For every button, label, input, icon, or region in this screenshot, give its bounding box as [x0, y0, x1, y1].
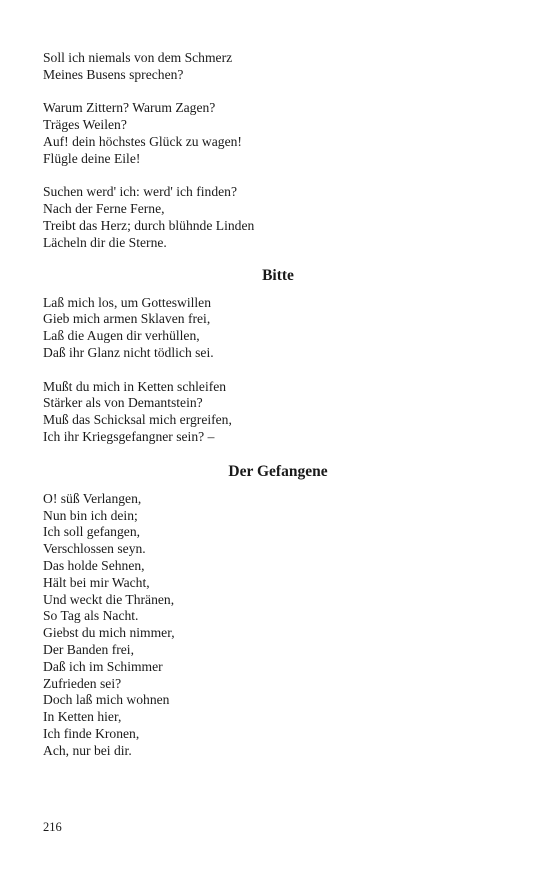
poem-line: Ich finde Kronen,: [43, 725, 140, 741]
poem-line: Treibt das Herz; durch blühnde Linden: [43, 217, 255, 233]
poem-line: Hält bei mir Wacht,: [43, 574, 150, 590]
poem-line: Meines Busens sprechen?: [43, 66, 184, 82]
stanza: [43, 100, 513, 167]
poem-line: Nun bin ich dein;: [43, 507, 138, 523]
stanza: [43, 50, 513, 84]
poem-line: Ich soll gefangen,: [43, 524, 141, 540]
poem-line: Warum Zittern? Warum Zagen?: [43, 100, 216, 116]
poem-line: Giebst du mich nimmer,: [43, 625, 175, 641]
poem-line: Daß ihr Glanz nicht tödlich sei.: [43, 344, 214, 360]
stanza: [43, 491, 513, 760]
poem-line: Zufrieden sei?: [43, 675, 122, 691]
poem-line: Ach, nur bei dir.: [43, 742, 132, 758]
poem-line: In Ketten hier,: [43, 709, 122, 725]
poem-line: Flügle deine Eile!: [43, 150, 141, 166]
poem-line: Soll ich niemals von dem Schmerz: [43, 50, 233, 65]
page-content: [43, 50, 513, 759]
poem-line: Der Banden frei,: [43, 641, 134, 657]
poem-line: Das holde Sehnen,: [43, 557, 145, 573]
poem-line: Doch laß mich wohnen: [43, 692, 170, 708]
poem-line: So Tag als Nacht.: [43, 608, 139, 624]
poem-title: Der Gefangene: [228, 462, 328, 480]
poem-line: Muß das Schicksal mich ergreifen,: [43, 412, 232, 428]
poem-line: Nach der Ferne Ferne,: [43, 201, 165, 217]
poem-line: Auf! dein höchstes Glück zu wagen!: [43, 133, 242, 149]
poem-line: Laß mich los, um Gotteswillen: [43, 294, 212, 310]
poem-line: Gieb mich armen Sklaven frei,: [43, 311, 211, 327]
page-number: 216: [43, 820, 62, 834]
poem-line: Verschlossen seyn.: [43, 541, 146, 557]
poem-line: Lächeln dir die Sterne.: [43, 234, 167, 250]
stanza: [43, 295, 513, 362]
stanza: [43, 379, 513, 446]
poem-line: Suchen werd' ich: werd' ich finden?: [43, 184, 238, 200]
poem-title: Bitte: [262, 266, 294, 284]
stanza: [43, 184, 513, 251]
poem-line: Daß ich im Schimmer: [43, 658, 163, 674]
poem-line: Und weckt die Thränen,: [43, 591, 175, 607]
poem-line: Laß die Augen dir verhüllen,: [43, 328, 200, 344]
poem-line: Mußt du mich in Ketten schleifen: [43, 378, 227, 394]
poem-line: Stärker als von Demantstein?: [43, 395, 203, 411]
poem-line: Träges Weilen?: [43, 117, 127, 133]
poem-line: O! süß Verlangen,: [43, 490, 142, 506]
poem-line: Ich ihr Kriegsgefangner sein? –: [43, 428, 215, 444]
